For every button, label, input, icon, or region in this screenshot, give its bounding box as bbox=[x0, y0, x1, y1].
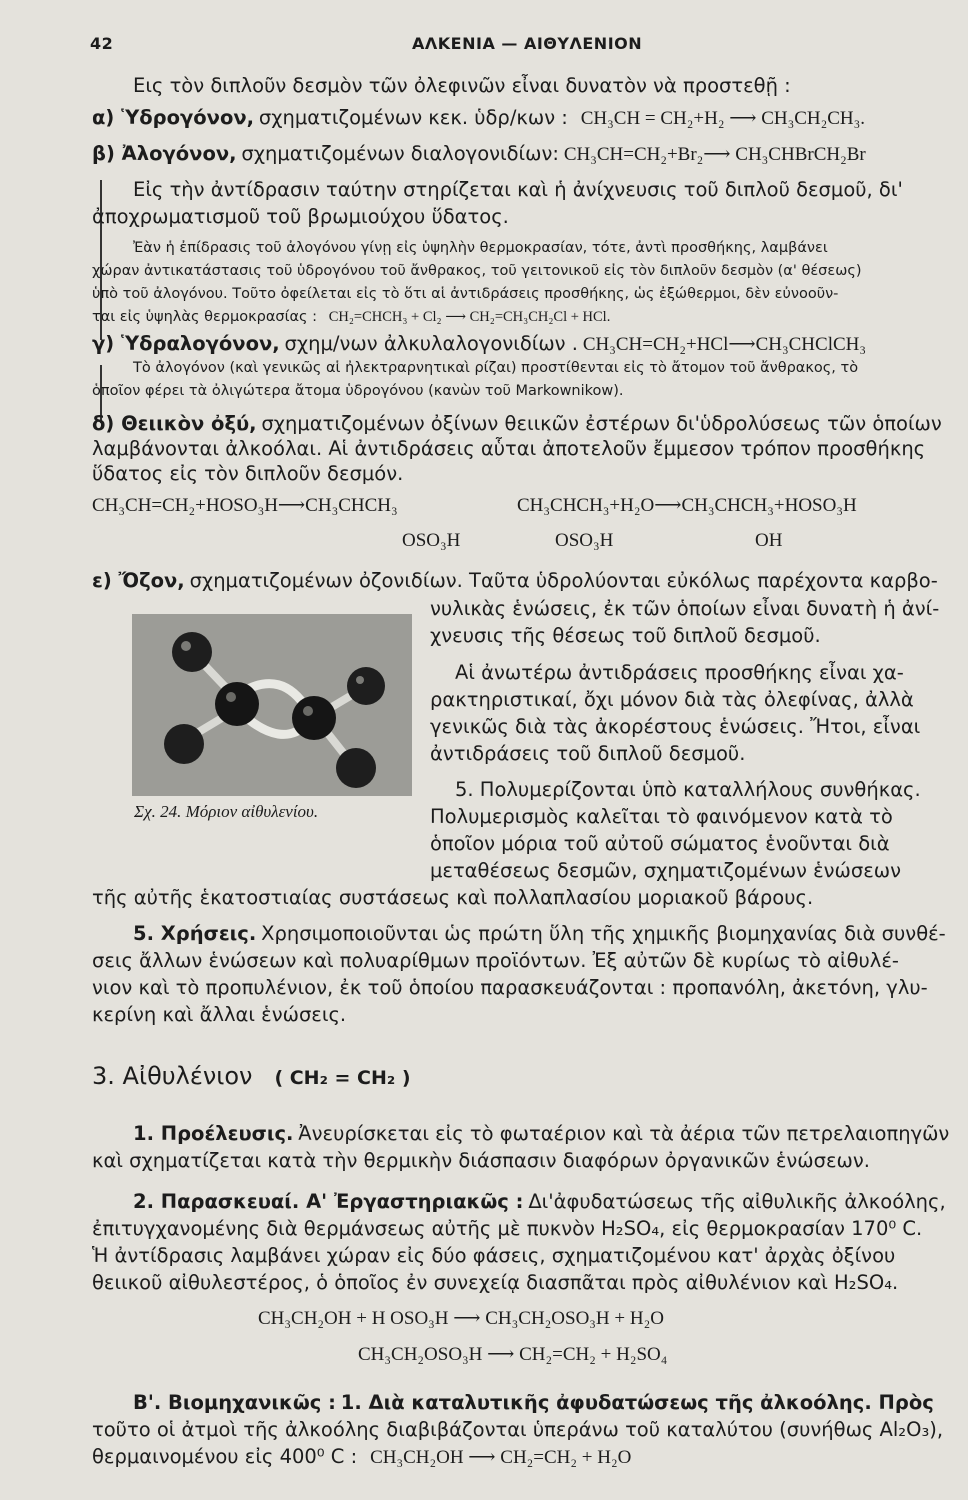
delta-eq-right-sub-1: OSO₃H bbox=[555, 530, 614, 551]
epsilon-line bbox=[92, 567, 938, 596]
industrial-formula: CH₃CH₂OH ⟶ CH₂=CH₂ + H₂O bbox=[370, 1447, 632, 1468]
beta-formula: CH₃CH=CH₂+Br₂⟶ CH₃CHBrCH₂Br bbox=[563, 144, 866, 165]
prep-label: 2. Παρασκευαί. Α' Ἐργαστηριακῶς : bbox=[133, 1190, 524, 1213]
small-note-3: ὑπὸ τοῦ ἀλογόνου. Τοῦτο ὀφείλεται εἰς τὸ ὅτι αἱ ἀντιδράσεις προσθήκης, ὡς ἐξώθερμοι, δὲν εὐνοοῦν- bbox=[92, 286, 839, 302]
origin-text-1: Ἀνευρίσκεται εἰς τὸ φωταέριον καὶ τὰ ἀέρια τῶν πετρελαιοπηγῶν bbox=[298, 1122, 950, 1145]
small-note-4-formula: CH₂=CHCH₃ + Cl₂ ⟶ CH₂=CH₃CH₂Cl + HCl. bbox=[328, 309, 611, 325]
alpha-text: σχηματιζομένων κεκ. ὑδρ/κων : bbox=[258, 106, 568, 129]
delta-eq-left-sub: OSO₃H bbox=[402, 530, 461, 551]
gamma-line bbox=[92, 330, 866, 359]
prep-equation-2: CH₃CH₂OSO₃H ⟶ CH₂=CH₂ + H₂SO₄ bbox=[358, 1344, 668, 1365]
origin-line-2: καὶ σχηματίζεται κατὰ τὴν θερμικὴν διάσπασιν διαφόρων ὀργανικῶν ἑνώσεων. bbox=[92, 1149, 870, 1172]
uses-line-2: σεις ἄλλων ἑνώσεων καὶ πολυαρίθμων προϊόντων. Ἐξ αὐτῶν δὲ κυρίως τὸ αἰθυλέ- bbox=[92, 949, 899, 972]
ethylene-title: 3. Αἰθυλένιον bbox=[92, 1062, 253, 1090]
addition-intro: Εις τὸν διπλοῦν δεσμὸν τῶν ὀλεφινῶν εἶναι δυνατὸν νὰ προστεθῇ : bbox=[133, 74, 791, 97]
beta-line bbox=[92, 140, 866, 169]
delta-text-1: σχηματιζομένων ὀξίνων θειικῶν ἐστέρων δι'ὑδρολύσεως τῶν ὁποίων bbox=[261, 412, 942, 435]
ethylene-model-image bbox=[132, 614, 412, 796]
alpha-line bbox=[92, 104, 865, 133]
beta-text: σχηματιζομένων διαλογονιδίων: bbox=[241, 142, 559, 165]
delta-eq-right: CH₃CHCH₃+H₂O⟶CH₃CHCH₃+HOSO₃H bbox=[517, 495, 857, 516]
ethylene-model-photo bbox=[132, 614, 412, 796]
right-col-2: χνευσις τῆς θέσεως τοῦ διπλοῦ δεσμοῦ. bbox=[430, 624, 821, 647]
gamma-small-1: Τὸ ἀλογόνον (καὶ γενικῶς αἱ ἠλεκτραρνητικαὶ ρίζαι) προστίθενται εἰς τὸ ἄτομον τοῦ ἄνθρακος, τὸ bbox=[133, 360, 859, 376]
right-col-6: ἀντιδράσεις τοῦ διπλοῦ δεσμοῦ. bbox=[430, 742, 746, 765]
delta-eq-left: CH₃CH=CH₂+HOSO₃H⟶CH₃CHCH₃ bbox=[92, 495, 398, 516]
gamma-small-2: ὁποῖον φέρει τὰ ὀλιγώτερα ἄτομα ὑδρογόνου (κανὼν τοῦ Markownikow). bbox=[92, 383, 624, 399]
ethylene-heading bbox=[92, 1062, 411, 1090]
prep-text-1: Δι'ἀφυδατώσεως τῆς αἰθυλικῆς ἀλκοόλης, bbox=[528, 1190, 946, 1213]
beta-note-2: ἀποχρωματισμοῦ τοῦ βρωμιούχου ὕδατος. bbox=[92, 205, 509, 228]
ethylene-title-formula: ( CH₂ = CH₂ ) bbox=[274, 1067, 411, 1089]
polymer-1: 5. Πολυμερίζονται ὑπὸ καταλλήλους συνθήκας. bbox=[455, 778, 921, 801]
figure-caption: Σχ. 24. Μόριον αἰθυλενίου. bbox=[134, 802, 319, 821]
polymer-4: μεταθέσεως δεσμῶν, σχηματιζομένων ἑνώσεων bbox=[430, 859, 901, 882]
prep-line-4: θειικοῦ αἰθυλεστέρος, ὁ ὁποῖος ἐν συνεχείᾳ διασπᾶται πρὸς αἰθυλένιον καὶ H₂SO₄. bbox=[92, 1271, 899, 1294]
origin-line-1 bbox=[133, 1120, 949, 1149]
industrial-line-1 bbox=[133, 1389, 934, 1418]
small-note-1: Ἐὰν ἡ ἐπίδρασις τοῦ ἀλογόνου γίνῃ εἰς ὑψηλὴν θερμοκρασίαν, τότε, ἀντὶ προσθήκης, λαμβάνει bbox=[133, 240, 828, 256]
uses-label: 5. Χρήσεις. bbox=[133, 922, 257, 945]
delta-text-3: ὕδατος εἰς τὸν διπλοῦν δεσμόν. bbox=[92, 462, 404, 485]
running-title: ΑΛΚΕΝΙΑ — ΑΙΘΥΛΕΝΙΟΝ bbox=[412, 34, 643, 53]
small-note-2: χώραν ἀντικατάστασις τοῦ ὑδρογόνου τοῦ ἄνθρακος, τοῦ γειτονικοῦ εἰς τὸν διπλοῦν δεσμὸν (α' θέσεως) bbox=[92, 263, 862, 279]
prep-line-1 bbox=[133, 1188, 946, 1217]
industrial-line-3 bbox=[92, 1443, 631, 1472]
prep-line-2: ἐπιτυγχανομένης διὰ θερμάνσεως αὐτῆς μὲ πυκνὸν H₂SO₄, εἰς θερμοκρασίαν 170⁰ C. bbox=[92, 1217, 923, 1240]
delta-label: δ) Θειικὸν ὀξύ, bbox=[92, 412, 257, 435]
right-col-3: Αἱ ἀνωτέρω ἀντιδράσεις προσθήκης εἶναι χα- bbox=[455, 661, 904, 684]
right-col-1: νυλικὰς ἑνώσεις, ἐκ τῶν ὁποίων εἶναι δυνατὴ ἡ ἀνί- bbox=[430, 597, 940, 620]
polymer-3: ὁποῖον μόρια τοῦ αὐτοῦ σώματος ἑνοῦνται διὰ bbox=[430, 832, 890, 855]
right-col-4: ρακτηριστικαί, ὄχι μόνον διὰ τὰς ὀλεφίνας, ἀλλὰ bbox=[430, 688, 914, 711]
gamma-text: σχημ/νων ἀλκυλαλογονιδίων . bbox=[284, 332, 578, 355]
uses-line-3: νιον καὶ τὸ προπυλένιον, ἐκ τοῦ ὁποίου παρασκευάζονται : προπανόλη, ἀκετόνη, γλυ- bbox=[92, 976, 928, 999]
gamma-formula: CH₃CH=CH₂+HCl⟶CH₃CHClCH₃ bbox=[582, 334, 866, 355]
beta-note-1: Εἰς τὴν ἀντίδρασιν ταύτην στηρίζεται καὶ ἡ ἀνίχνευσις τοῦ διπλοῦ δεσμοῦ, δι' bbox=[133, 178, 903, 201]
gamma-label: γ) Ὑδραλογόνον, bbox=[92, 332, 280, 355]
delta-eq-right-sub-2: OH bbox=[755, 530, 783, 551]
page-number: 42 bbox=[90, 34, 114, 53]
uses-text-1: Χρησιμοποιοῦνται ὡς πρώτη ὕλη τῆς χημικῆς βιομηχανίας διὰ συνθέ- bbox=[261, 922, 946, 945]
epsilon-label: ε) Ὄζον, bbox=[92, 569, 185, 592]
alpha-formula: CH₃CH = CH₂+H₂ ⟶ CH₃CH₂CH₃. bbox=[580, 108, 865, 129]
small-note-4-text: ται εἰς ὑψηλὰς θερμοκρασίας : bbox=[92, 309, 318, 325]
alpha-label: α) Ὑδρογόνον, bbox=[92, 106, 255, 129]
epsilon-text: σχηματιζομένων ὀζονιδίων. Ταῦτα ὑδρολύονται εὐκόλως παρέχοντα καρβο- bbox=[189, 569, 938, 592]
industrial-label: Β'. Βιομηχανικῶς : bbox=[133, 1391, 336, 1414]
industrial-text-3: θερμαινομένου εἰς 400⁰ C : bbox=[92, 1445, 358, 1468]
industrial-text-1: 1. Διὰ καταλυτικῆς ἀφυδατώσεως τῆς ἀλκοόλης. Πρὸς bbox=[340, 1391, 934, 1414]
prep-equation-1: CH₃CH₂OH + H OSO₃H ⟶ CH₃CH₂OSO₃H + H₂O bbox=[258, 1308, 664, 1329]
right-col-5: γενικῶς διὰ τὰς ἀκορέστους ἑνώσεις. Ἤτοι, εἶναι bbox=[430, 715, 921, 738]
origin-label: 1. Προέλευσις. bbox=[133, 1122, 294, 1145]
uses-line-4: κερίνη καὶ ἄλλαι ἑνώσεις. bbox=[92, 1003, 347, 1026]
polymer-5: τῆς αὐτῆς ἑκατοστιαίας συστάσεως καὶ πολλαπλασίου μοριακοῦ βάρους. bbox=[92, 886, 814, 909]
prep-line-3: Ἡ ἀντίδρασις λαμβάνει χώραν εἰς δύο φάσεις, σχηματιζομένου κατ' ἀρχὰς ὀξίνου bbox=[92, 1244, 896, 1267]
small-note-4 bbox=[92, 305, 610, 329]
beta-label: β) Ἀλογόνον, bbox=[92, 142, 237, 165]
uses-line-1 bbox=[133, 920, 946, 949]
industrial-line-2: τοῦτο οἱ ἀτμοὶ τῆς ἀλκοόλης διαβιβάζονται ὑπεράνω τοῦ καταλύτου (συνήθως Al₂O₃), bbox=[92, 1418, 944, 1441]
delta-text-2: λαμβάνονται ἀλκοόλαι. Αἱ ἀντιδράσεις αὗται ἀποτελοῦν ἔμμεσον τρόπον προσθήκης bbox=[92, 437, 926, 460]
polymer-2: Πολυμερισμὸς καλεῖται τὸ φαινόμενον κατὰ τὸ bbox=[430, 805, 893, 828]
